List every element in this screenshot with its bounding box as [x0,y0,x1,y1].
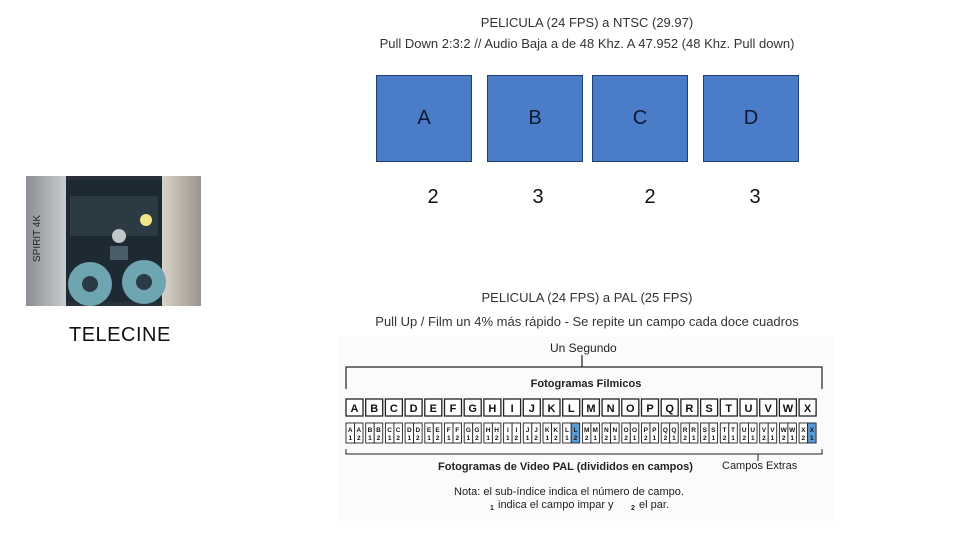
one-second-label: Un Segundo [550,341,617,355]
video-field-index: 1 [810,435,814,442]
film-frame-letter: K [547,403,556,415]
video-field-letter: A [356,427,362,434]
video-field-index: 1 [545,435,550,442]
video-field-letter: M [592,427,598,434]
film-frame-letter: L [567,403,575,415]
video-field-letter: N [612,427,618,434]
video-field-letter: P [652,427,657,434]
video-field-index: 1 [565,435,569,442]
pal-diagram [338,337,834,521]
film-frame-letter: P [646,403,654,415]
extra-fields-label: Campos Extras [722,460,798,472]
video-field-index: 2 [742,435,747,442]
telecine-label: TELECINE [69,324,171,346]
video-field-letter: R [691,427,697,434]
film-frame-letter: M [586,403,596,415]
video-field-letter: G [465,427,471,434]
video-field-letter: T [731,427,736,434]
video-field-letter: S [711,427,716,434]
film-frame-letter: S [705,403,713,415]
film-frame-letter: H [488,403,497,415]
video-field-index: 2 [494,435,499,442]
note-line-1: Nota: el sub-índice indica el número de campo. [454,486,684,498]
video-field-index: 2 [573,435,578,442]
video-field-index: 2 [534,435,538,442]
video-field-letter: G [474,427,480,434]
film-frame-letter: F [449,403,457,415]
video-field-index: 1 [691,435,696,442]
film-frame-letter: Q [665,403,674,415]
film-frame-letter: B [370,403,379,415]
video-field-index: 2 [356,435,361,442]
video-field-index: 2 [514,435,519,442]
video-field-letter: E [435,427,440,434]
video-field-index: 2 [643,435,648,442]
video-field-letter: S [702,427,708,434]
pal-subtitle: Pull Up / Film un 4% más rápido - Se repite un campo cada doce cuadros [375,314,799,329]
video-field-letter: Q [671,427,677,434]
film-frames-label: Fotogramas Filmicos [530,378,642,390]
video-field-index: 2 [396,435,400,442]
video-field-letter: B [376,427,381,434]
video-field-index: 2 [683,435,687,442]
video-field-index: 1 [790,435,794,442]
film-frame-letter: A [350,403,359,415]
pal-title: PELICULA (24 FPS) a PAL (25 FPS) [481,290,693,305]
video-field-letter: E [426,427,432,434]
video-field-index: 1 [652,435,657,442]
film-frame-a: A [376,75,472,162]
video-field-letter: H [494,427,500,434]
film-frame-letter: J [528,403,535,415]
film-frame-letter: T [725,403,733,415]
video-field-index: 1 [593,435,597,442]
video-field-index: 1 [407,435,412,442]
video-field-index: 2 [781,435,786,442]
video-field-letter: K [553,427,559,434]
video-field-index: 2 [663,435,668,442]
film-frame-b: B [487,75,583,162]
film-frame-letter: U [744,403,753,415]
video-field-letter: F [455,427,460,434]
field-count-c: 2 [644,186,656,208]
film-frame-letter: X [803,403,812,415]
video-field-index: 1 [427,435,431,442]
video-field-index: 1 [711,435,716,442]
video-field-letter: V [761,427,767,434]
video-field-index: 1 [770,435,775,442]
video-field-index: 2 [455,435,460,442]
film-frame-c: C [592,75,688,162]
video-field-letter: B [367,427,373,434]
video-field-letter: K [544,427,550,434]
video-field-letter: C [395,427,401,434]
video-field-index: 1 [506,435,510,442]
video-field-letter: O [632,427,638,434]
note-line-2: indica el campo impar y [498,499,614,511]
video-field-letter: X [809,427,815,434]
video-field-letter: J [525,427,530,434]
video-field-letter: A [347,427,353,434]
video-field-letter: O [623,427,629,434]
video-field-index: 2 [703,435,707,442]
video-field-letter: F [446,427,451,434]
video-field-letter: T [722,427,727,434]
film-frame-letter: W [782,403,794,415]
note-line-2-end: el par. [639,499,669,511]
video-field-letter: V [770,427,775,434]
film-frame-letter: C [389,403,398,415]
video-field-letter: Q [662,427,668,434]
video-field-letter: I [515,427,518,434]
video-field-index: 1 [446,435,451,442]
video-fields-label: Fotogramas de Video PAL (divididos en campos) [438,461,693,473]
video-field-letter: U [741,427,747,434]
film-frame-d: D [703,75,799,162]
video-field-letter: P [643,427,648,434]
video-field-index: 1 [632,435,637,442]
video-field-index: 2 [553,435,558,442]
video-field-index: 2 [435,435,440,442]
video-field-letter: C [387,427,393,434]
video-field-letter: M [583,427,590,434]
video-field-index: 2 [416,435,420,442]
video-field-index: 2 [624,435,628,442]
video-field-index: 2 [584,435,589,442]
video-field-letter: J [534,427,538,434]
ntsc-subtitle: Pull Down 2:3:2 // Audio Baja a de 48 Khz. A 47.952 (48 Khz. Pull down) [379,36,795,51]
film-frame-letter: I [510,403,514,415]
video-field-index: 2 [604,435,609,442]
video-field-index: 1 [750,435,755,442]
film-frame-letter: D [409,403,418,415]
ntsc-title: PELICULA (24 FPS) a NTSC (29.97) [480,15,694,30]
film-frame-letter: E [429,403,437,415]
note-subscript-1: 1 [490,505,494,512]
video-field-letter: X [801,427,806,434]
field-count-d: 3 [749,186,761,208]
field-count-a: 2 [427,186,439,208]
video-field-letter: D [406,427,412,434]
video-field-letter: W [789,427,796,434]
video-field-index: 1 [387,435,392,442]
video-field-index: 2 [762,435,766,442]
video-field-letter: U [750,427,756,434]
video-field-letter: L [573,427,578,434]
video-field-letter: R [682,427,688,434]
note-subscript-2: 2 [631,505,635,512]
video-field-letter: H [485,427,491,434]
video-field-index: 1 [672,435,676,442]
video-field-index: 1 [731,435,735,442]
spirit-logo-text: SPIRIT 4K [32,214,43,262]
video-field-index: 1 [348,435,353,442]
film-frame-letter: R [685,403,694,415]
pal-diagram-svg [338,337,834,521]
video-field-index: 1 [466,435,471,442]
video-field-index: 1 [368,435,372,442]
video-field-letter: L [564,427,569,434]
video-field-index: 2 [475,435,479,442]
film-frame-letter: G [468,403,477,415]
video-field-index: 1 [613,435,617,442]
video-field-index: 2 [376,435,381,442]
film-frame-letter: N [606,403,615,415]
telecine-photo [26,176,201,306]
video-field-index: 1 [486,435,490,442]
film-frame-letter: O [626,403,635,415]
video-field-letter: W [780,427,787,434]
film-frame-letter: V [764,403,772,415]
video-field-index: 2 [722,435,727,442]
video-field-index: 1 [525,435,530,442]
video-field-letter: D [415,427,421,434]
video-field-letter: N [603,427,609,434]
field-count-b: 3 [532,186,544,208]
video-field-letter: I [506,427,509,434]
video-field-index: 2 [801,435,806,442]
